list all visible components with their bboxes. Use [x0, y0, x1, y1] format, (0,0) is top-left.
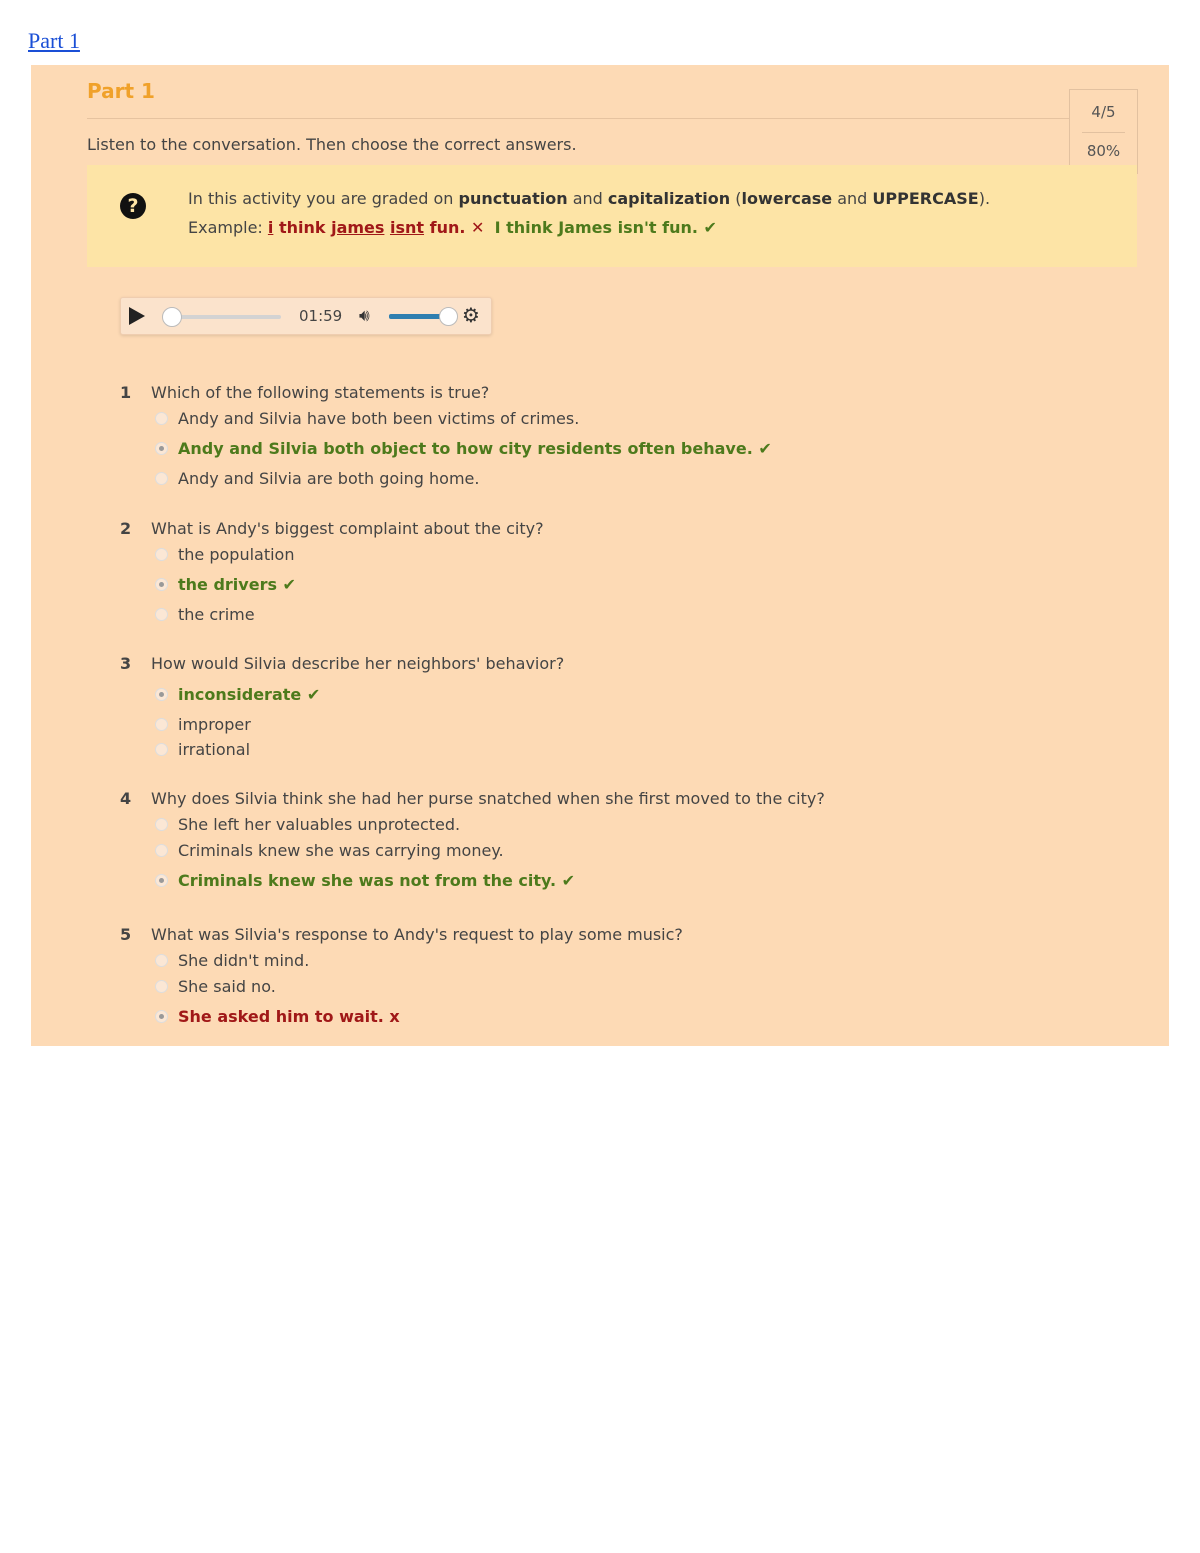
question-text: What was Silvia's response to Andy's request to play some music? [151, 925, 683, 944]
radio-button[interactable] [155, 548, 168, 561]
part-title: Part 1 [87, 79, 155, 103]
radio-button[interactable] [155, 980, 168, 993]
gear-icon[interactable]: ⚙ [462, 303, 480, 327]
play-icon[interactable] [129, 307, 145, 325]
radio-button-selected[interactable] [155, 1010, 168, 1023]
radio-button[interactable] [155, 608, 168, 621]
volume-icon[interactable]: 🔊︎ [359, 306, 370, 326]
grading-info-box [87, 165, 1137, 267]
grading-example: Example: i think james isnt fun. ✕ I think James isn't fun. ✔ [188, 218, 717, 237]
seek-handle[interactable] [162, 307, 182, 327]
score-fraction: 4/5 [1091, 103, 1116, 121]
radio-button[interactable] [155, 844, 168, 857]
question-number: 1 [120, 383, 132, 402]
question-text: Why does Silvia think she had her purse snatched when she first moved to the city? [151, 789, 825, 808]
question-number: 2 [120, 519, 132, 538]
activity-panel: Part 1 4/5 80% Listen to the conversation. Then choose the correct answers. ? In this activity you are graded on punctuation and capitalization (lowercase and UPPERCASE). Example: i think james isnt fun. ✕ I think James isn't fun. ✔ 01:59 🔊︎ ⚙ 1 Which of the following statements is true? Andy and Silvia have both been victims of crimes. Andy and Silvia both object to how city residents often behave. ✔ Andy and Silvia are both going home. 2 What is Andy's biggest complaint about the city? the population the drivers ✔ the crime 3 How would Silvia describe her neighbors' behavior? inconsiderate ✔ improper irrational 4 Why does Silvia think she had her purse snatched when she first moved to the city? She left her valuables unprotected. Criminals knew she was carrying money. Criminals knew she was not from the city. ✔ 5 What was Silvia's response to Andy's request to play some music? She didn't mind. She said no. She asked him to wait. x [31, 65, 1169, 1046]
part-1-link[interactable]: Part 1 [28, 28, 80, 53]
radio-button-selected[interactable] [155, 442, 168, 455]
audio-player [120, 297, 492, 335]
question-number: 4 [120, 789, 132, 808]
question-number: 5 [120, 925, 132, 944]
volume-handle[interactable] [439, 307, 458, 326]
seek-track[interactable] [166, 315, 281, 319]
time-display: 01:59 [299, 307, 343, 325]
radio-button[interactable] [155, 954, 168, 967]
question-text: How would Silvia describe her neighbors' behavior? [151, 654, 565, 673]
score-percent: 80% [1086, 142, 1121, 160]
question-mark-icon: ? [120, 193, 146, 219]
radio-button[interactable] [155, 818, 168, 831]
cross-icon: ✕ [471, 218, 485, 237]
score-box [1069, 89, 1138, 174]
check-icon: ✔ [703, 218, 717, 237]
radio-button-selected[interactable] [155, 874, 168, 887]
radio-button[interactable] [155, 472, 168, 485]
radio-button[interactable] [155, 718, 168, 731]
radio-button-selected[interactable] [155, 578, 168, 591]
score-divider [1082, 132, 1125, 133]
radio-button-selected[interactable] [155, 688, 168, 701]
radio-button[interactable] [155, 412, 168, 425]
instructions: Listen to the conversation. Then choose the correct answers. [87, 135, 577, 154]
title-divider [87, 118, 1070, 119]
question-text: What is Andy's biggest complaint about the city? [151, 519, 544, 538]
question-number: 3 [120, 654, 132, 673]
radio-button[interactable] [155, 743, 168, 756]
grading-info-text: In this activity you are graded on punctuation and capitalization (lowercase and UPPERCASE). [188, 189, 991, 208]
question-text: Which of the following statements is true? [151, 383, 490, 402]
